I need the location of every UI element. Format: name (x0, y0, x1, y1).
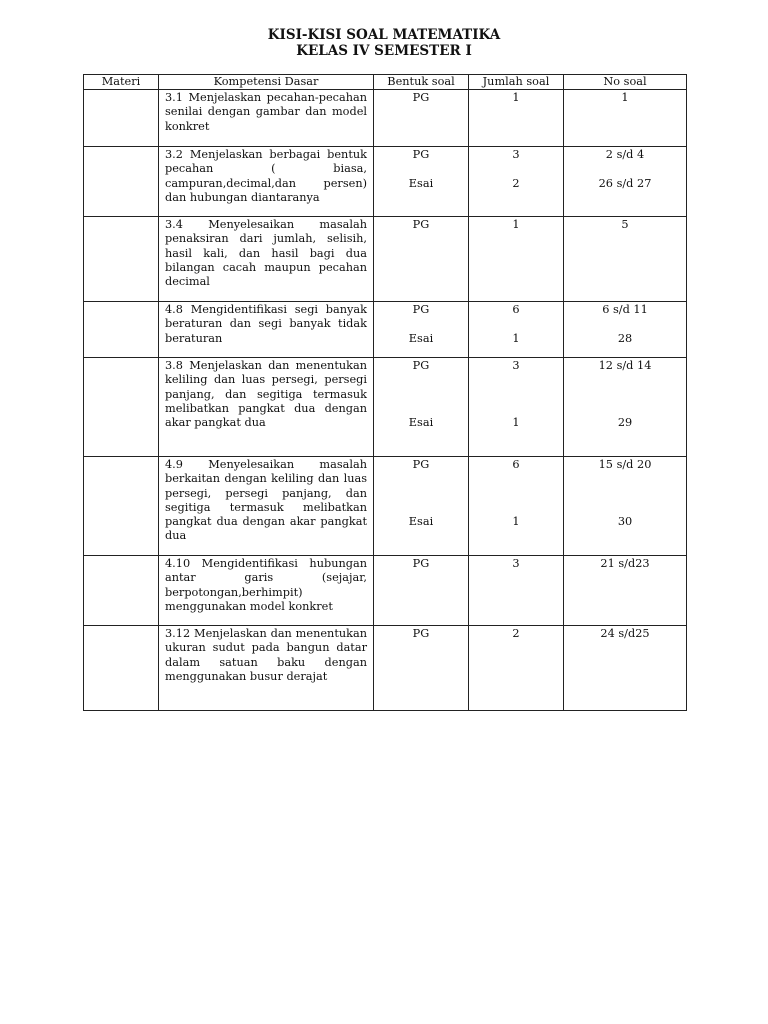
bentuk-soal-value: Esai (408, 176, 434, 190)
line-spacer (475, 317, 557, 331)
line-spacer (570, 162, 680, 176)
materi-cell (84, 147, 159, 217)
kompetensi-dasar-cell: 3.2 Menjelaskan berbagai bentuk pecahan ( biasa, campuran,decimal,dan persen) dan hubungan diantaranya (159, 147, 374, 217)
bentuk-soal-value: PG (412, 91, 430, 105)
table-header (84, 75, 687, 90)
jumlah-soal-value: 6 (512, 303, 520, 317)
no-soal-value: 28 (617, 331, 633, 345)
materi-cell (84, 556, 159, 626)
no-soal-value: 2 s/d 4 (605, 148, 645, 162)
no-soal-cell (564, 217, 687, 302)
materi-cell (84, 217, 159, 302)
line-spacer (380, 501, 462, 515)
header-jumlah-soal: Jumlah soal (469, 75, 564, 90)
no-soal-cell (564, 457, 687, 556)
line-spacer (570, 501, 680, 515)
jumlah-soal-value: 3 (512, 557, 520, 571)
bentuk-soal-value: PG (412, 557, 430, 571)
header-no-soal: No soal (564, 75, 687, 90)
kompetensi-dasar-cell: 4.8 Mengidentifikasi segi banyak beraturan dan segi banyak tidak beraturan (159, 302, 374, 358)
no-soal-value: 12 s/d 14 (598, 359, 652, 373)
jumlah-soal-value: 2 (512, 627, 520, 641)
line-spacer (475, 487, 557, 501)
jumlah-soal-cell (469, 457, 564, 556)
bentuk-soal-value: PG (412, 148, 430, 162)
bentuk-soal-value: Esai (408, 331, 434, 345)
line-spacer (475, 501, 557, 515)
no-soal-value: 29 (617, 415, 633, 429)
jumlah-soal-value: 1 (512, 331, 520, 345)
no-soal-value: 26 s/d 27 (598, 176, 652, 190)
bentuk-soal-value: PG (412, 359, 430, 373)
bentuk-soal-value: Esai (408, 415, 434, 429)
bentuk-soal-value: PG (412, 218, 430, 232)
header-materi: Materi (84, 75, 159, 90)
document-title (0, 27, 768, 59)
materi-cell (84, 457, 159, 556)
table-row (84, 147, 687, 217)
jumlah-soal-value: 2 (512, 176, 520, 190)
no-soal-value: 1 (621, 91, 629, 105)
kompetensi-dasar-cell: 3.8 Menjelaskan dan menentukan keliling dan luas persegi, persegi panjang, dan segitiga termasuk melibatkan pangkat dua dengan akar pangkat dua (159, 358, 374, 457)
line-spacer (380, 487, 462, 501)
table-row (84, 556, 687, 626)
bentuk-soal-value: PG (412, 627, 430, 641)
materi-cell (84, 358, 159, 457)
table-row (84, 302, 687, 358)
table-row (84, 90, 687, 147)
jumlah-soal-value: 3 (512, 359, 520, 373)
jumlah-soal-value: 1 (512, 218, 520, 232)
jumlah-soal-cell (469, 217, 564, 302)
jumlah-soal-value: 1 (512, 91, 520, 105)
line-spacer (570, 373, 680, 387)
line-spacer (475, 472, 557, 486)
line-spacer (475, 162, 557, 176)
table-row (84, 626, 687, 711)
kisi-kisi-table (83, 74, 687, 711)
kompetensi-dasar-cell: 4.10 Mengidentifikasi hubungan antar garis (sejajar, berpotongan,berhimpit) menggunakan model konkret (159, 556, 374, 626)
bentuk-soal-value: PG (412, 458, 430, 472)
no-soal-value: 5 (621, 218, 629, 232)
bentuk-soal-cell (374, 457, 469, 556)
no-soal-value: 21 s/d23 (600, 557, 650, 571)
no-soal-cell (564, 626, 687, 711)
line-spacer (380, 317, 462, 331)
no-soal-cell (564, 90, 687, 147)
table-row (84, 358, 687, 457)
title-line-2: KELAS IV SEMESTER I (296, 43, 472, 59)
bentuk-soal-value: Esai (408, 514, 434, 528)
title-line-1: KISI-KISI SOAL MATEMATIKA (267, 27, 501, 43)
line-spacer (570, 472, 680, 486)
no-soal-cell (564, 302, 687, 358)
line-spacer (380, 388, 462, 402)
materi-cell (84, 302, 159, 358)
table-row (84, 457, 687, 556)
jumlah-soal-value: 1 (512, 415, 520, 429)
bentuk-soal-cell (374, 358, 469, 457)
line-spacer (570, 317, 680, 331)
line-spacer (570, 402, 680, 416)
bentuk-soal-cell (374, 217, 469, 302)
bentuk-soal-cell (374, 626, 469, 711)
jumlah-soal-value: 1 (512, 514, 520, 528)
no-soal-value: 30 (617, 514, 633, 528)
no-soal-cell (564, 147, 687, 217)
header-kompetensi-dasar: Kompetensi Dasar (159, 75, 374, 90)
jumlah-soal-value: 3 (512, 148, 520, 162)
kompetensi-dasar-cell: 3.1 Menjelaskan pecahan-pecahan senilai dengan gambar dan model konkret (159, 90, 374, 147)
bentuk-soal-cell (374, 302, 469, 358)
line-spacer (380, 373, 462, 387)
line-spacer (380, 472, 462, 486)
jumlah-soal-cell (469, 90, 564, 147)
jumlah-soal-cell (469, 302, 564, 358)
jumlah-soal-cell (469, 358, 564, 457)
bentuk-soal-cell (374, 90, 469, 147)
line-spacer (475, 373, 557, 387)
header-bentuk-soal: Bentuk soal (374, 75, 469, 90)
no-soal-cell (564, 556, 687, 626)
jumlah-soal-value: 6 (512, 458, 520, 472)
bentuk-soal-cell (374, 147, 469, 217)
materi-cell (84, 626, 159, 711)
line-spacer (380, 162, 462, 176)
materi-cell (84, 90, 159, 147)
line-spacer (570, 487, 680, 501)
line-spacer (475, 402, 557, 416)
table-body (84, 90, 687, 711)
no-soal-value: 6 s/d 11 (602, 303, 648, 317)
kompetensi-dasar-cell: 3.12 Menjelaskan dan menentukan ukuran sudut pada bangun datar dalam satuan baku dengan menggunakan busur derajat (159, 626, 374, 711)
jumlah-soal-cell (469, 147, 564, 217)
kompetensi-dasar-cell: 3.4 Menyelesaikan masalah penaksiran dari jumlah, selisih, hasil kali, dan hasil bagi dua bilangan cacah maupun pecahan decimal (159, 217, 374, 302)
bentuk-soal-value: PG (412, 303, 430, 317)
line-spacer (570, 388, 680, 402)
line-spacer (380, 402, 462, 416)
line-spacer (475, 388, 557, 402)
jumlah-soal-cell (469, 556, 564, 626)
no-soal-cell (564, 358, 687, 457)
no-soal-value: 24 s/d25 (600, 627, 650, 641)
bentuk-soal-cell (374, 556, 469, 626)
no-soal-value: 15 s/d 20 (598, 458, 652, 472)
kompetensi-dasar-cell: 4.9 Menyelesaikan masalah berkaitan dengan keliling dan luas persegi, persegi panjang, dan segitiga termasuk melibatkan pangkat dua dengan akar pangkat dua (159, 457, 374, 556)
table-row (84, 217, 687, 302)
jumlah-soal-cell (469, 626, 564, 711)
header-row (84, 75, 687, 90)
